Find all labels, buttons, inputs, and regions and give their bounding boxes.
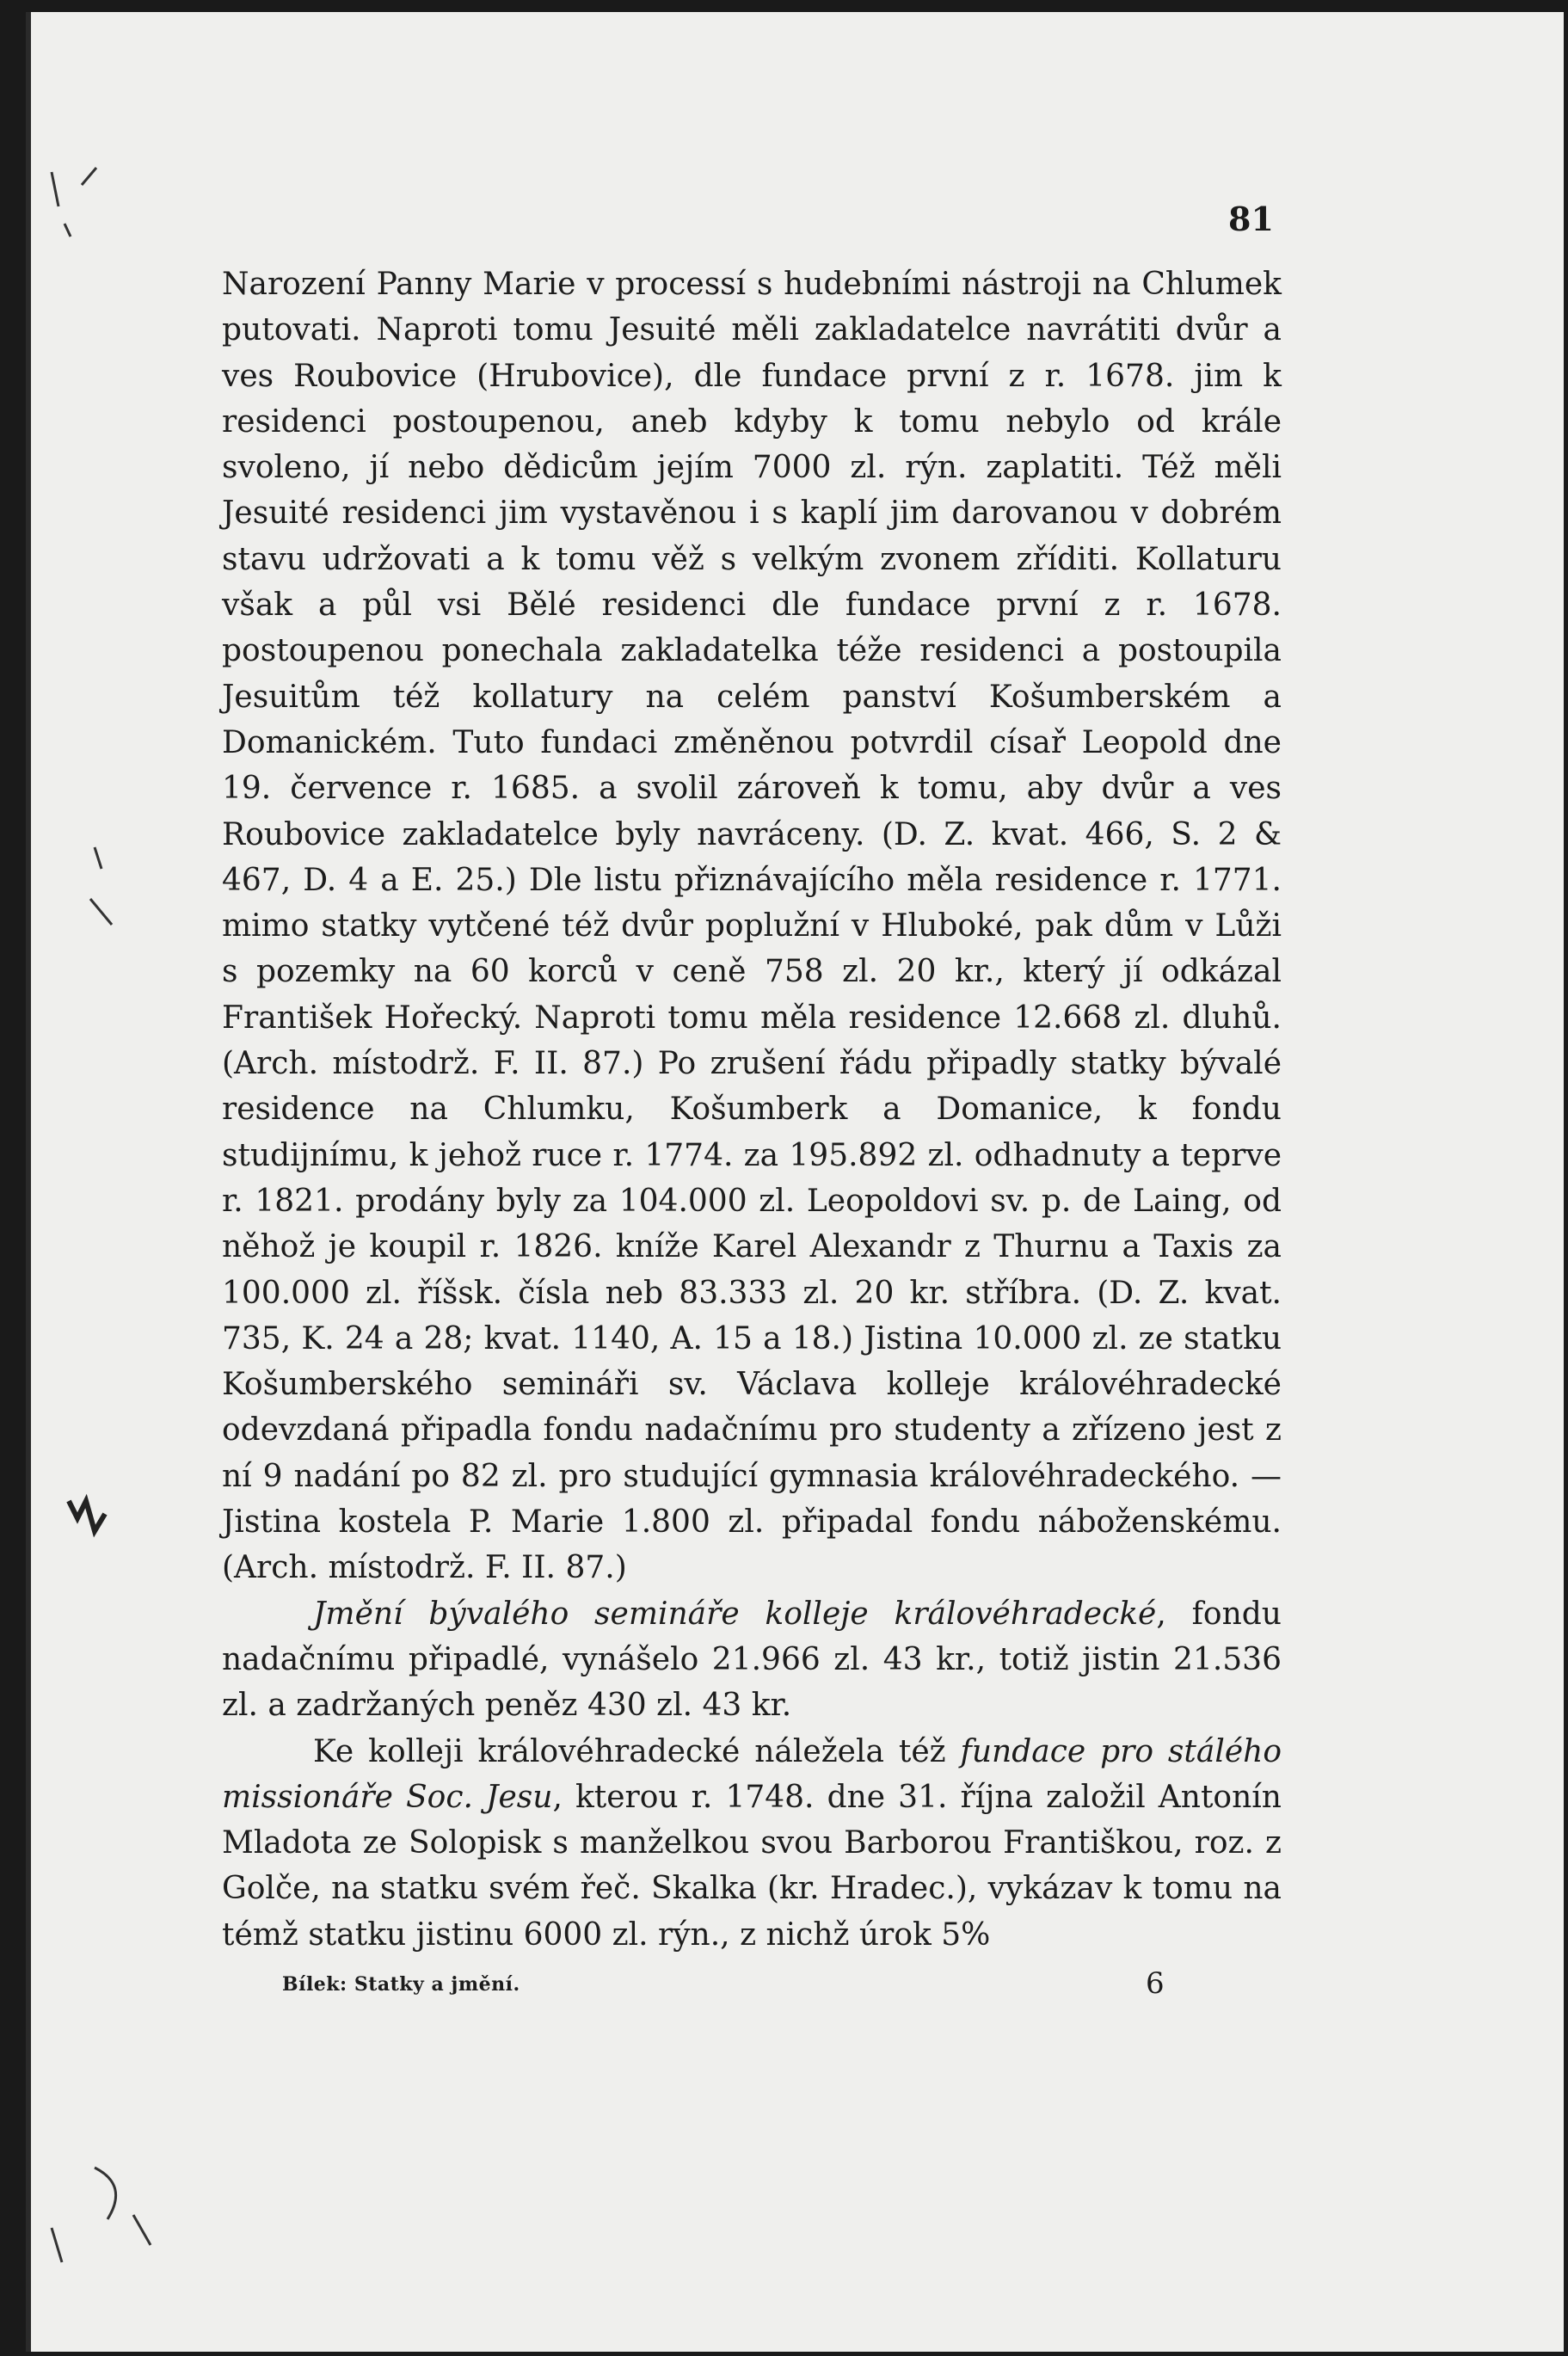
margin-scan-marks <box>0 0 172 2356</box>
paragraph-1-text: Narození Panny Marie v processí s hudebními nástroji na Chlumek putovati. Naproti tomu Jesuité měli zakladatelce navrátiti dvůr a ves Roubovice (Hrubovice), dle fundace první z r. 1678. jim k residenci postoupenou, aneb kdyby k tomu nebylo od krále svoleno, jí nebo dědicům jejím 7000 zl. rýn. zaplatiti. Též měli Jesuité residenci jim vystavěnou i s kaplí jim darovanou v dobrém stavu udržovati a k tomu věž s velkým zvonem zříditi. Kollaturu však a půl vsi Bělé residenci dle fundace první z r. 1678. postoupenou ponechala zakladatelka téže residenci a postoupila Jesuitům též kollatury na celém panství Košumberském a Domanickém. Tuto fundaci změněnou potvrdil císař Leopold dne 19. července r. 1685. a svolil zároveň k tomu, aby dvůr a ves Roubovice zakladatelce byly navráceny. (D. Z. kvat. 466, S. 2 & 467, D. 4 a E. 25.) Dle listu přiznávajícího měla residence r. 1771. mimo statky vytčené též dvůr poplužní v Hluboké, pak dům v Lůži s pozemky na 60 korců v ceně 758 zl. 20 kr., který jí odkázal František Hořecký. Naproti tomu měla residence 12.668 zl. dluhů. (Arch. místodrž. F. II. 87.) Po zrušení řádu připadly statky bývalé residence na Chlumku, Košumberk a Domanice, k fondu studijnímu, k jehož ruce r. 1774. za 195.892 zl. odhadnuty a teprve r. 1821. prodány byly za 104.000 zl. Leopoldovi sv. p. de Laing, od něhož je koupil r. 1826. kníže Karel Alexandr z Thurnu a Taxis za 100.000 zl. říšsk. čísla neb 83.333 zl. 20 kr. stříbra. (D. Z. kvat. 735, K. 24 a 28; kvat. 1140, A. 15 a 18.) Jistina 10.000 zl. ze statku Košumberského semináři sv. Václava kolleje královéhradecké odevzdaná připadla fondu nadačnímu pro studenty a zřízeno jest z ní 9 nadání po 82 zl. pro studující gymnasia královéhradeckého. — Jistina kostela P. Marie 1.800 zl. připadal fondu náboženskému. (Arch. místodrž. F. II. 87.) <box>222 267 1282 1586</box>
paragraph-3-text-end: , kterou r. 1748. dne 31. října založil Antonín Mladota ze Solopisk s manželkou svou Barborou Františkou, roz. z Golče, na statku svém řeč. Skalka (kr. Hradec.), vykázav k tomu na témž statku jistinu 6000 zl. rýn., z nichž úrok 5% <box>222 1779 1282 1953</box>
page-number: 81 <box>1228 200 1274 238</box>
paragraph-2-text: , fondu nadačnímu připadlé, vynášelo 21.966 zl. 43 kr., totiž jistin 21.536 zl. a zadržaných peněz 430 zl. 43 kr. <box>222 1596 1282 1724</box>
book-page <box>26 12 1564 2352</box>
paragraph-3-text-start: Ke kolleji královéhradecké náležela též <box>313 1733 961 1769</box>
paragraph-2 <box>222 1591 1282 1729</box>
margin-mark-bottom <box>52 2168 151 2262</box>
margin-mark-middle <box>90 847 112 925</box>
paragraph-1 <box>222 261 1282 1591</box>
body-text <box>222 261 1282 1958</box>
margin-mark-top <box>52 168 96 237</box>
paragraph-2-heading-italic: Jmění bývalého semináře kolleje královéhradecké <box>313 1596 1157 1632</box>
paragraph-3-italic: fundace pro stálého missionáře Soc. Jesu <box>222 1733 1282 1815</box>
margin-mark-lower <box>69 1501 105 1531</box>
paragraph-3 <box>222 1729 1282 1958</box>
footer-signature: Bílek: Statky a jmění. <box>282 1973 520 1996</box>
sheet-number: 6 <box>1146 1966 1165 2001</box>
